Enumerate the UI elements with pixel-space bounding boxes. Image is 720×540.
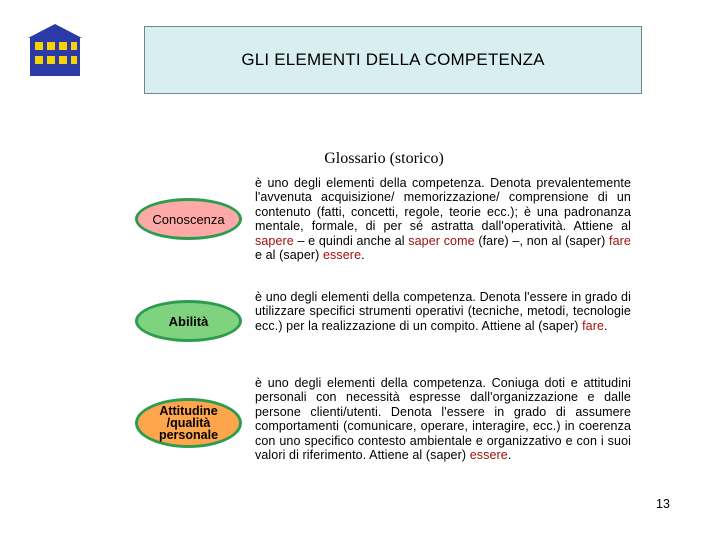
slide-title: [144, 26, 642, 94]
desc-text: .: [604, 318, 608, 333]
desc-text: – e quindi anche al: [293, 233, 409, 248]
term-abilita-description: [255, 290, 631, 333]
desc-text: .: [361, 248, 365, 263]
term-conoscenza-description: [255, 176, 631, 262]
page-number: 13: [656, 497, 670, 511]
desc-text: (fare) –, non al (saper): [474, 233, 610, 248]
term-label: Abilità: [168, 313, 209, 329]
desc-text: è uno degli elementi della competenza. Coniuga doti e attitudini personali con necessità espresse dall'organizzazione e dalle persone clienti/utenti. Denota l'essere in grado di assumere comportamenti (comunicare, operare, interagire, ecc.) in coerenza con uno specifico contesto ambientale e organizzativo e con i suoi valori di riferimento. Attiene al (saper): [255, 376, 631, 463]
term-label-line: Attitudine: [159, 404, 218, 418]
highlight-term: fare: [582, 318, 605, 333]
highlight-term: essere: [469, 448, 508, 463]
highlight-term: fare: [609, 233, 631, 248]
glossary-subtitle: Glossario (storico): [324, 150, 444, 167]
term-label: Conoscenza: [152, 211, 225, 227]
building-icon: [26, 22, 84, 78]
term-conoscenza-ellipse: [135, 198, 242, 240]
highlight-term: saper come: [408, 233, 475, 248]
term-attitudine-description: [255, 376, 631, 462]
desc-text: .: [507, 448, 512, 463]
highlight-term: essere: [323, 248, 362, 263]
term-label-line: personale: [158, 428, 219, 442]
term-abilita-ellipse: [135, 300, 242, 342]
term-label-line: /qualità: [166, 416, 211, 430]
term-attitudine-ellipse: [135, 398, 242, 448]
highlight-term: sapere: [255, 233, 294, 248]
desc-text: è uno degli elementi della competenza. Denota prevalentemente l'avvenuta acquisizione/ memorizzazione/ comprensione di un contenuto (fatti, concetti, regole, teorie ecc.); è una padronanza mentale, formale, di per sé astratta dall'operatività. Attiene al: [255, 176, 631, 234]
slide-title-text: GLI ELEMENTI DELLA COMPETENZA: [241, 50, 545, 69]
desc-text: è uno degli elementi della competenza. Denota l'essere in grado di utilizzare specifici strumenti operativi (tecniche, metodi, tecnologie ecc.) per la realizzazione di un compito. Attiene al (saper): [255, 290, 631, 333]
desc-text: e al (saper): [255, 248, 323, 263]
